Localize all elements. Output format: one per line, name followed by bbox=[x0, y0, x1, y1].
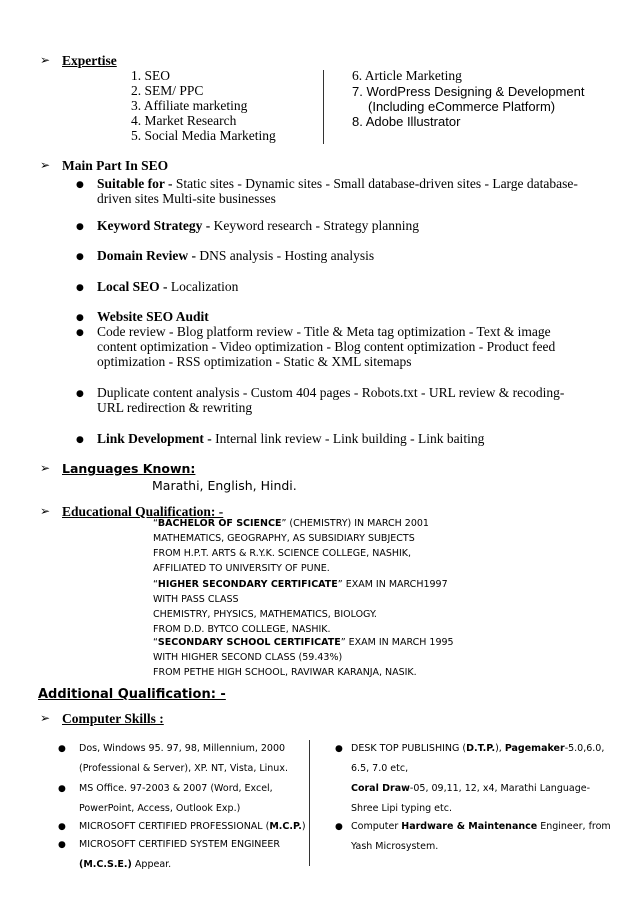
expertise-left-list bbox=[131, 68, 321, 143]
seo-keyword: Keyword Strategy - Keyword research - Strategy planning bbox=[97, 218, 420, 233]
education-block-hsc: “HIGHER SECONDARY CERTIFICATE” EXAM IN MARCH1997 WITH PASS CLASS CHEMISTRY, PHYSICS, MATHEMATICS, BIOLOGY. FROM D.D. BYTCO COLLEGE, NASHIK. bbox=[153, 579, 448, 635]
list-item: 1. SEO bbox=[131, 68, 171, 83]
list-item: 8. Adobe Illustrator bbox=[352, 114, 461, 129]
list-item: (Including eCommerce Platform) bbox=[368, 99, 556, 114]
skill-mcse: MICROSOFT CERTIFIED SYSTEM ENGINEER (M.C.S.E.) Appear. bbox=[79, 839, 280, 870]
list-item: 4. Market Research bbox=[131, 113, 237, 128]
computer-skills-heading: Computer Skills : bbox=[62, 711, 164, 726]
bullet-icon: ● bbox=[76, 283, 84, 293]
bullet-icon: ● bbox=[76, 435, 84, 445]
bullet-icon: ● bbox=[76, 222, 84, 232]
arrow-bullet-icon: ➢ bbox=[40, 711, 51, 725]
education-heading: Educational Qualification: - bbox=[62, 504, 224, 519]
bullet-icon: ● bbox=[335, 744, 343, 754]
arrow-bullet-icon: ➢ bbox=[40, 504, 51, 518]
seo-audit: Website SEO Audit bbox=[97, 309, 209, 324]
arrow-bullet-icon: ➢ bbox=[40, 158, 51, 172]
seo-local: Local SEO - Localization bbox=[97, 279, 239, 294]
bullet-icon: ● bbox=[58, 822, 66, 832]
column-divider bbox=[323, 70, 324, 144]
list-item: 2. SEM/ PPC bbox=[131, 83, 204, 98]
skill-hardware: Computer Hardware & Maintenance Engineer, from Yash Microsystem. bbox=[351, 821, 611, 852]
education-block-bsc: “BACHELOR OF SCIENCE” (CHEMISTRY) IN MARCH 2001 MATHEMATICS, GEOGRAPHY, AS SUBSIDIARY SUBJECTS FROM H.P.T. ARTS & R.Y.K. SCIENCE COLLEGE, NASHIK, AFFILIATED TO UNIVERSITY OF PUNE. bbox=[153, 518, 429, 574]
bullet-icon: ● bbox=[76, 252, 84, 262]
seo-suitable: Suitable for - Static sites - Dynamic sites - Small database-driven sites - Large database-driven sites Multi-site businesses bbox=[97, 176, 578, 206]
arrow-bullet-icon: ➢ bbox=[40, 461, 51, 475]
expertise-heading: Expertise bbox=[62, 53, 117, 68]
seo-code-review: Code review - Blog platform review - Title & Meta tag optimization - Text & image content optimization - Video optimization - Blog content optimization - Product feed optimization - RSS optimization - Static & XML sitemaps bbox=[97, 324, 556, 369]
bullet-icon: ● bbox=[76, 180, 84, 190]
list-item: 5. Social Media Marketing bbox=[131, 128, 276, 143]
skill-mcp: MICROSOFT CERTIFIED PROFESSIONAL (M.C.P.) bbox=[79, 821, 306, 832]
bullet-icon: ● bbox=[76, 313, 84, 323]
bullet-icon: ● bbox=[76, 328, 84, 338]
bullet-icon: ● bbox=[76, 389, 84, 399]
bullet-icon: ● bbox=[58, 784, 66, 794]
arrow-bullet-icon: ➢ bbox=[40, 53, 51, 67]
seo-domain: Domain Review - DNS analysis - Hosting analysis bbox=[97, 248, 375, 263]
skill-ms-office: MS Office. 97-2003 & 2007 (Word, Excel, PowerPoint, Access, Outlook Exp.) bbox=[79, 783, 273, 814]
bullet-icon: ● bbox=[58, 840, 66, 850]
languages-heading: Languages Known: bbox=[62, 461, 196, 476]
bullet-icon: ● bbox=[58, 744, 66, 754]
skill-os: Dos, Windows 95. 97, 98, Millennium, 2000 (Professional & Server), XP. NT, Vista, Linux. bbox=[79, 743, 288, 774]
list-item: 7. WordPress Designing & Development bbox=[352, 84, 585, 99]
seo-link: Link Development - Internal link review - Link building - Link baiting bbox=[97, 431, 485, 446]
list-item: 3. Affiliate marketing bbox=[131, 98, 248, 113]
education-block-ssc: “SECONDARY SCHOOL CERTIFICATE” EXAM IN MARCH 1995 WITH HIGHER SECOND CLASS (59.43%) FROM PETHE HIGH SCHOOL, RAVIWAR KARANJA, NASIK. bbox=[153, 637, 454, 678]
list-item: 6. Article Marketing bbox=[352, 68, 462, 83]
expertise-right-list bbox=[352, 68, 632, 129]
additional-heading: Additional Qualification: - bbox=[38, 687, 226, 702]
skill-dtp: DESK TOP PUBLISHING (D.T.P.), Pagemaker-5.0,6.0, 6.5, 7.0 etc, Coral Draw-05, 09,11, 12, x4, Marathi Language- Shree Lipi typing etc. bbox=[351, 743, 605, 814]
seo-heading: Main Part In SEO bbox=[62, 158, 169, 173]
bullet-icon: ● bbox=[335, 822, 343, 832]
seo-duplicate: Duplicate content analysis - Custom 404 pages - Robots.txt - URL review & recoding- URL redirection & rewriting bbox=[97, 385, 565, 415]
column-divider bbox=[309, 740, 310, 866]
languages-value: Marathi, English, Hindi. bbox=[152, 478, 297, 493]
